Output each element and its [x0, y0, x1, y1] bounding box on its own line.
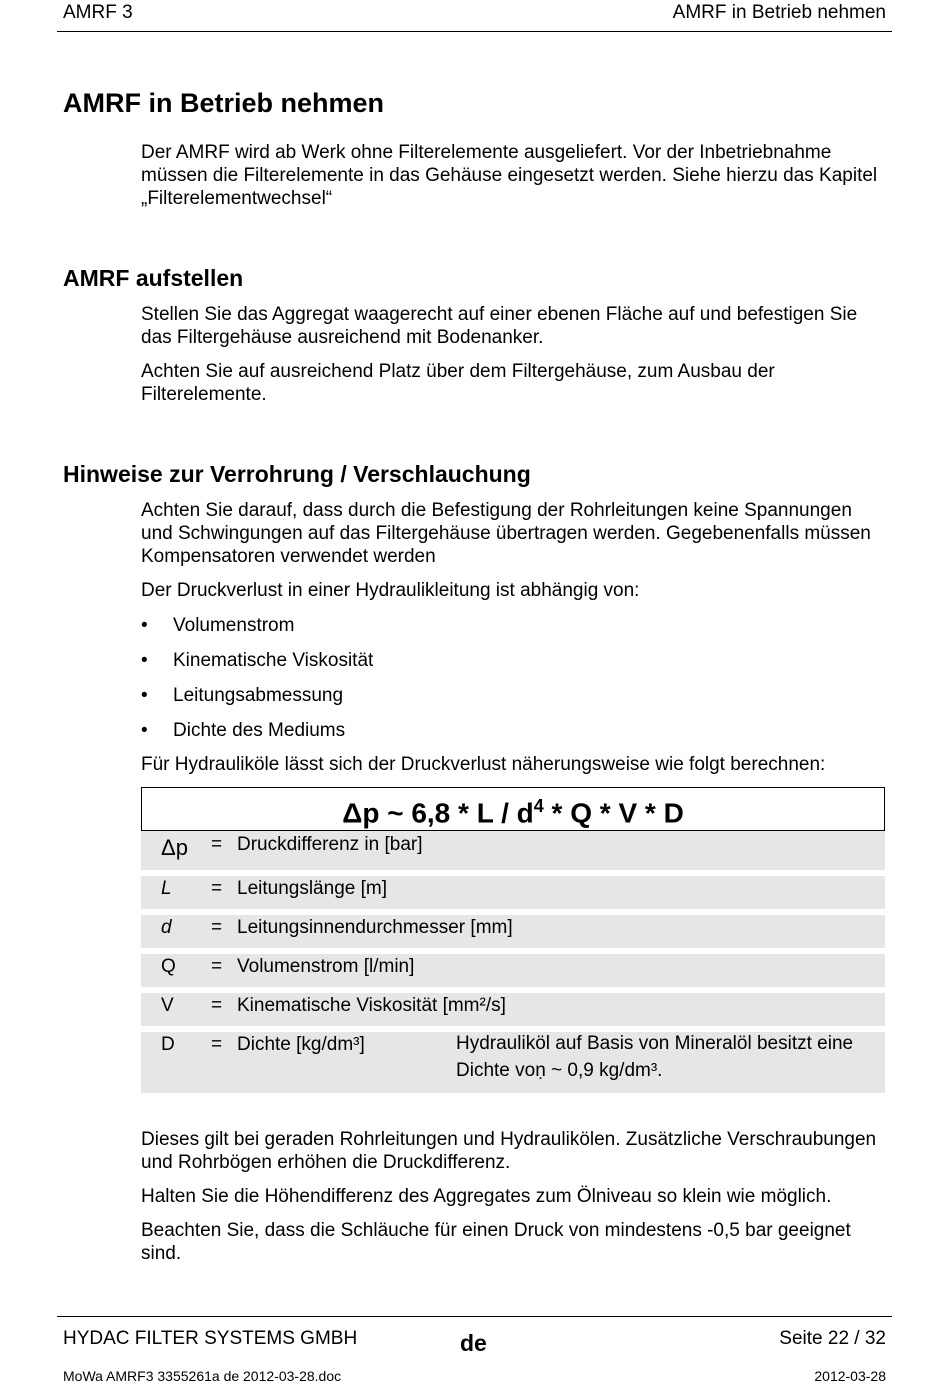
- section2-paragraph-3: Für Hydrauliköle lässt sich der Druckverlust näherungsweise wie folgt berechnen:: [141, 754, 826, 775]
- section1-paragraph-1: Stellen Sie das Aggregat waagerecht auf einer ebenen Fläche auf und befestigen Sie das Filtergehäuse ausreichend mit Bodenanker.: [141, 304, 858, 348]
- equals-cell: =: [211, 956, 223, 977]
- formula-box: Δp ~ 6,8 * L / $d^4$ * Q * V * D: [141, 787, 885, 831]
- equals-cell: =: [211, 834, 223, 855]
- description-cell: Volumenstrom [l/min]: [237, 956, 415, 977]
- bullet-icon: •: [141, 685, 148, 706]
- equals-cell: =: [211, 1034, 223, 1055]
- footer-page-number: Seite 22 / 32: [779, 1328, 886, 1349]
- header-right: AMRF in Betrieb nehmen: [672, 2, 886, 23]
- list-item: • Leitungsabmessung: [141, 685, 344, 706]
- description-cell: Leitungslänge [m]: [237, 878, 387, 899]
- equals-cell: =: [211, 995, 223, 1016]
- intro-paragraph: Der AMRF wird ab Werk ohne Filterelemente ausgeliefert. Vor der Inbetriebnahme müssen die Filterelemente in das Gehäuse eingesetzt werden. Siehe hierzu das Kapitel „Filterelementwechsel“: [141, 142, 878, 209]
- table-row: [141, 831, 885, 870]
- section2-paragraph-1: Achten Sie darauf, dass durch die Befestigung der Rohrleitungen keine Spannungen und Schwingungen auf das Filtergehäuse übertragen werden. Gegebenenfalls müssen Kompensatoren verwendet werden: [141, 500, 871, 567]
- equals-cell: =: [211, 878, 223, 899]
- note-cell: Hydrauliköl auf Basis von Mineralöl besitzt eine Dichte voṇ ~ 0,9 kg/dm³.: [456, 1033, 854, 1081]
- bullet-icon: •: [141, 720, 148, 741]
- footer-date: 2012-03-28: [814, 1368, 886, 1384]
- equals-cell: =: [211, 917, 223, 938]
- footer-language: de: [460, 1330, 487, 1356]
- list-item: • Volumenstrom: [141, 615, 295, 636]
- table-row: [141, 954, 885, 987]
- symbol-cell: Δp: [161, 835, 188, 860]
- bullet-icon: •: [141, 650, 148, 671]
- footer-company: HYDAC FILTER SYSTEMS GMBH: [63, 1328, 358, 1349]
- symbol-cell: D: [161, 1034, 175, 1055]
- section-heading-aufstellen: AMRF aufstellen: [63, 265, 244, 291]
- section2-paragraph-2: Der Druckverlust in einer Hydraulikleitung ist abhängig von:: [141, 580, 640, 601]
- section2-paragraph-5: Halten Sie die Höhendifferenz des Aggregates zum Ölniveau so klein wie möglich.: [141, 1186, 832, 1207]
- table-row: [141, 876, 885, 909]
- section1-paragraph-2: Achten Sie auf ausreichend Platz über dem Filtergehäuse, zum Ausbau der Filterelemente.: [141, 361, 775, 405]
- table-row: [141, 1032, 885, 1093]
- description-cell: Leitungsinnendurchmesser [mm]: [237, 917, 513, 938]
- list-item: • Kinematische Viskosität: [141, 650, 374, 671]
- table-row: [141, 915, 885, 948]
- section2-paragraph-6: Beachten Sie, dass die Schläuche für einen Druck von mindestens -0,5 bar geeignet sind.: [141, 1220, 851, 1264]
- symbol-cell: L: [161, 878, 172, 899]
- section-heading-verrohrung: Hinweise zur Verrohrung / Verschlauchung: [63, 461, 531, 487]
- symbol-cell: d: [161, 917, 172, 938]
- table-row: [141, 993, 885, 1026]
- description-cell: Druckdifferenz in [bar]: [237, 834, 423, 855]
- section2-paragraph-4: Dieses gilt bei geraden Rohrleitungen und Hydraulikölen. Zusätzliche Verschraubungen und Rohrbögen erhöhen die Druckdifferenz.: [141, 1129, 877, 1173]
- bullet-icon: •: [141, 615, 148, 636]
- description-cell: Kinematische Viskosität [mm²/s]: [237, 995, 506, 1016]
- footer-document-name: MoWa AMRF3 3355261a de 2012-03-28.doc: [63, 1368, 342, 1384]
- list-item: • Dichte des Mediums: [141, 720, 346, 741]
- description-cell: Dichte [kg/dm³]: [237, 1034, 365, 1055]
- header-rule: [57, 31, 892, 32]
- page-title: AMRF in Betrieb nehmen: [63, 88, 385, 118]
- symbol-cell: Q: [161, 956, 176, 977]
- footer-rule: [57, 1316, 892, 1317]
- symbol-cell: V: [161, 995, 174, 1016]
- header-left: AMRF 3: [63, 2, 133, 23]
